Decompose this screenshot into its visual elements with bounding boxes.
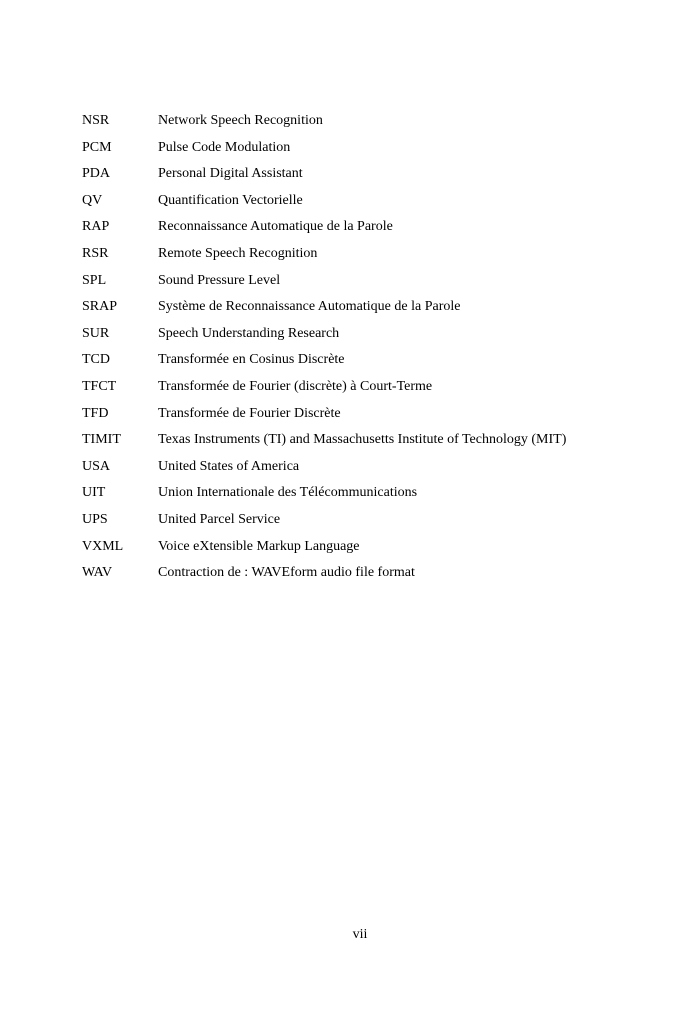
abbreviation-code: TFD [82,405,109,421]
abbreviation-definition: Transformée en Cosinus Discrète [158,352,345,368]
abbreviation-code: SPL [82,272,107,288]
abbreviation-row [82,509,662,536]
abbreviation-code: USA [82,458,111,474]
abbreviation-row [82,376,662,403]
abbreviation-row [82,323,662,350]
abbreviation-row [82,243,662,270]
abbreviation-code: RSR [82,245,109,261]
abbreviation-row [82,137,662,164]
abbreviation-definition: Personal Digital Assistant [158,166,303,182]
abbreviation-definition: Transformée de Fourier (discrète) à Court-Terme [158,378,433,394]
abbreviation-code: NSR [82,113,110,128]
abbreviation-definition: Transformée de Fourier Discrète [158,405,341,421]
abbreviation-definition: Sound Pressure Level [158,272,281,288]
abbreviation-definition: Network Speech Recognition [158,113,323,128]
abbreviation-code: SUR [82,325,110,341]
abbreviation-code: TCD [82,352,110,368]
abbreviation-definition: United States of America [158,458,300,474]
abbreviation-definition: Reconnaissance Automatique de la Parole [158,219,393,235]
abbreviation-row [82,296,662,323]
abbreviation-code: PDA [82,166,111,182]
abbreviation-definition: Speech Understanding Research [158,325,340,341]
abbreviation-definition: Pulse Code Modulation [158,139,291,155]
abbreviation-row [82,403,662,430]
abbreviation-definition: Contraction de : WAVEform audio file format [158,565,415,581]
abbreviation-row [82,270,662,297]
abbreviation-row [82,429,662,456]
abbreviation-code: VXML [82,538,124,554]
abbreviation-row [82,562,662,589]
abbreviation-row [82,456,662,483]
abbreviation-row [82,536,662,563]
abbreviation-code: PCM [82,139,112,155]
abbreviation-code: QV [82,192,103,208]
abbreviation-definition: Système de Reconnaissance Automatique de la Parole [158,299,461,315]
page-number: vii [352,927,368,942]
abbreviation-row [82,163,662,190]
abbreviation-row [82,349,662,376]
abbreviation-code: RAP [82,219,110,235]
abbreviation-row [82,216,662,243]
abbreviation-code: SRAP [82,299,118,315]
abbreviation-definition: Texas Instruments (TI) and Massachusetts Institute of Technology (MIT) [158,432,567,448]
abbreviation-code: WAV [82,565,113,581]
abbreviation-code: UIT [82,485,106,501]
abbreviation-row [82,110,662,137]
abbreviation-definition: Remote Speech Recognition [158,245,318,261]
abbreviation-row [82,482,662,509]
abbreviation-definition: Union Internationale des Télécommunications [158,485,418,501]
abbreviation-row [82,190,662,217]
abbreviation-definition: Quantification Vectorielle [158,192,303,208]
abbreviation-definition: Voice eXtensible Markup Language [158,538,360,554]
abbreviation-code: TFCT [82,378,117,394]
abbreviation-definition: United Parcel Service [158,511,281,527]
abbreviation-list [82,110,662,589]
abbreviation-code: TIMIT [82,432,121,448]
abbreviation-code: UPS [82,511,108,527]
